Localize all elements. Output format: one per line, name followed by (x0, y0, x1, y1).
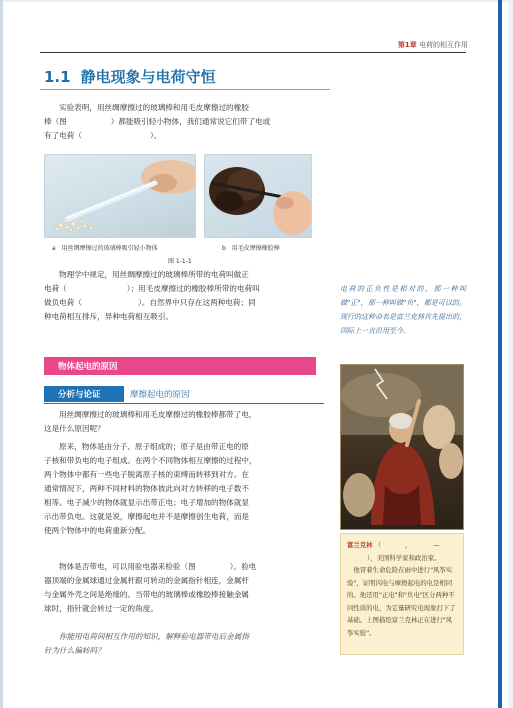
charge-definition-paragraph (44, 268, 316, 324)
biography-box (340, 533, 464, 655)
analysis-title: 摩擦起电的原因 (130, 390, 190, 400)
analysis-rule (44, 403, 324, 404)
para5-line-2: 器顶端的金属球通过金属杆跟可转动的金属指针相连，金属杆 (44, 576, 250, 585)
kite-experiment-painting (341, 365, 464, 530)
para3-line-2: 这是什么原因呢？ (44, 424, 105, 433)
subsection-band (44, 357, 316, 375)
para4-line-5: 相等。电子减少的物体就显示出带正电；电子增加的物体就显 (44, 498, 250, 507)
section-title-text: 静电现象与电荷守恒 (80, 68, 216, 86)
side-note: 电荷的正负性是相对的，那一种叫做"正"，那一种叫做"负"，都是可以的。现行的这种命名是富兰克林首先提出的，国际上一直沿用至今。 (340, 285, 466, 335)
electroscope-paragraph (44, 560, 316, 616)
subsection-title: 物体起电的原因 (58, 362, 118, 372)
chapter-label: 第1章 (397, 41, 417, 49)
para5-line-4: 球时，指针就会转过一定的角度。 (44, 604, 158, 613)
fur-and-rod-illustration (205, 155, 312, 238)
analysis-tab-label: 分析与论证 (58, 390, 101, 400)
intro-line-3: 有了电荷（ ）。 (44, 131, 162, 140)
para3-line-1: 用丝绸摩擦过的玻璃棒和用毛皮摩擦过的橡胶棒都带了电， (59, 410, 257, 419)
para4-line-7: 使两个物体中的电荷重新分配。 (44, 526, 151, 535)
page-left-border (0, 0, 3, 708)
analysis-question-paragraph (44, 408, 316, 436)
page-top-border (0, 0, 513, 2)
discussion-question (44, 630, 316, 658)
para4-line-3: 两个物体中都有一些电子脱离原子核的束缚而转移到对方。在 (44, 470, 250, 479)
bio-name: 富兰克林 (347, 541, 373, 549)
photo-rubbing-rubber-rod (204, 154, 312, 238)
glass-rod-illustration (45, 155, 196, 238)
section-title (44, 66, 216, 87)
figure-caption-a: a 用丝绸摩擦过的玻璃棒吸引轻小物体 (52, 245, 158, 252)
para2-line-3: 做负电荷（ ）。自然界中只存在这两种电荷；同 (44, 298, 256, 307)
figure-caption-b: b 用毛皮摩擦橡胶棒 (222, 245, 280, 252)
electron-transfer-paragraph (44, 440, 316, 538)
para4-line-2: 子核和带负电的电子组成。在两个不同物体相互摩擦的过程中， (44, 456, 257, 465)
intro-line-2: 棒（图 ）都能吸引轻小物体，我们通常说它们带了电或 (44, 117, 271, 126)
para2-line-1: 物理学中规定，用丝绸摩擦过的玻璃棒所带的电荷叫做正 (59, 270, 249, 279)
bio-line-1: 富兰克林 （ ， — (347, 541, 440, 549)
franklin-portrait (340, 364, 464, 530)
section-number: 1.1 (44, 68, 71, 86)
header-rule (40, 52, 466, 53)
figure-number: 图 1-1-1 (168, 258, 192, 265)
running-head (398, 40, 468, 50)
para4-line-4: 通常情况下，两种不同材料的物体彼此向对方转移的电子数不 (44, 484, 250, 493)
photo-glass-rod-attracting (44, 154, 196, 238)
page-right-border (508, 0, 513, 708)
para2-line-2: 电荷（ ）；用毛皮摩擦过的橡胶棒所带的电荷叫 (44, 284, 260, 293)
bio-line-2: ），美国科学家和政治家。 (367, 553, 441, 562)
section-rule (40, 89, 330, 90)
para2-line-4: 种电荷相互排斥，异种电荷相互吸引。 (44, 312, 174, 321)
intro-line-1: 实验表明，用丝绸摩擦过的玻璃棒和用毛皮摩擦过的橡胶 (59, 103, 249, 112)
intro-paragraph (44, 101, 316, 143)
question-line-2: 针为什么偏转吗？ (44, 646, 105, 655)
para4-line-1: 原来，物体是由分子、原子组成的；原子是由带正电的原 (59, 442, 249, 451)
chapter-title: 电荷的相互作用 (419, 41, 468, 49)
page-edge-blue-bar (498, 0, 502, 708)
bio-body: 他冒着生命危险在雨中进行"风筝实验"，证明闪电与摩擦起电的电是相同的。他还用"正电"和"负电"区分两种不同性质的电，为定量研究电现象打下了基础。上图描绘富兰克林正在进行"风筝实验"。 (347, 566, 456, 637)
para4-line-6: 示出带负电。这就是说，摩擦起电并不是摩擦创生电荷，而是 (44, 512, 250, 521)
analysis-tab (44, 386, 124, 402)
para5-line-1: 物体是否带电，可以用验电器来检验（图 ）。验电 (59, 562, 257, 571)
question-line-1: 你能用电荷间相互作用的知识，解释验电器带电后金属指 (59, 632, 249, 641)
para5-line-3: 与金属外壳之间是绝缘的。当带电的玻璃棒或橡胶棒接触金属 (44, 590, 250, 599)
